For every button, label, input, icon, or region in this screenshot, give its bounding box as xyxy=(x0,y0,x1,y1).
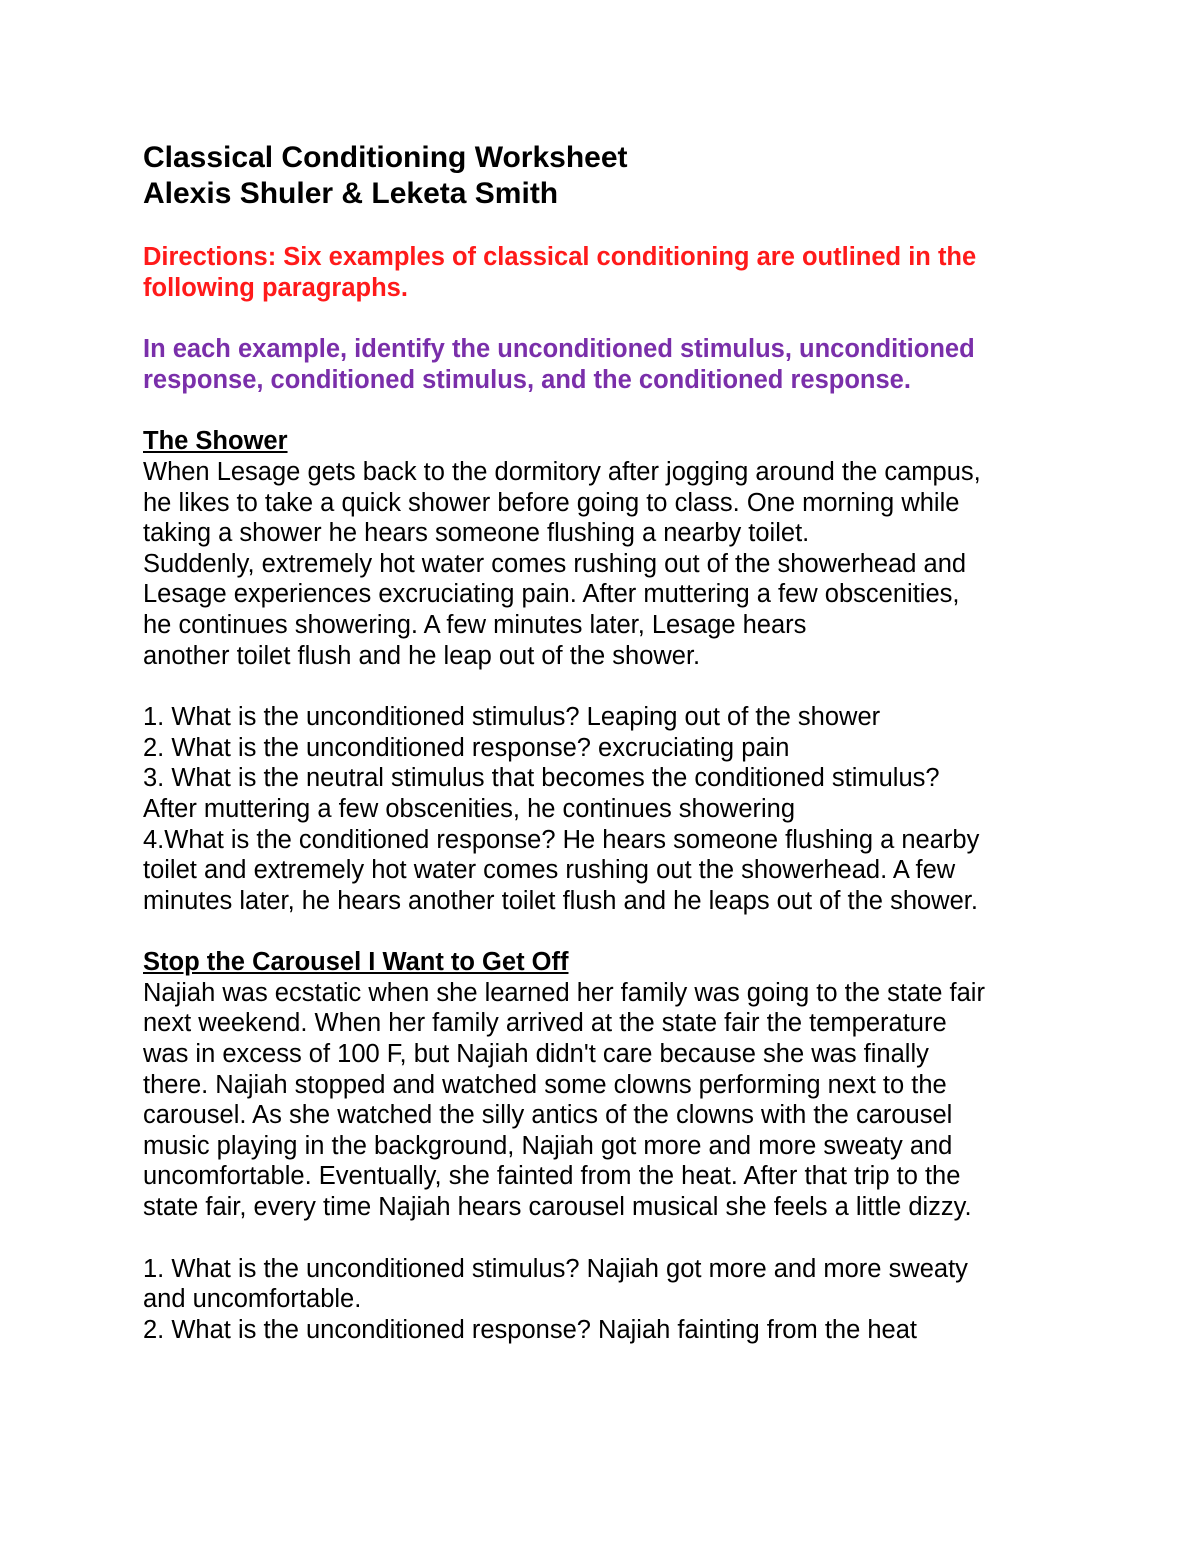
directions-text xyxy=(143,242,1063,303)
paragraph-line: carousel. As she watched the silly antics of the clowns with the carousel xyxy=(143,1101,953,1130)
instructions-line: response, conditioned stimulus, and the conditioned response. xyxy=(143,365,911,394)
paragraph-line: next weekend. When her family arrived at the state fair the temperature xyxy=(143,1009,947,1038)
directions-line: Directions: Six examples of classical conditioning are outlined in the xyxy=(143,243,977,271)
qa-line: 1. What is the unconditioned stimulus? Leaping out of the shower xyxy=(143,703,881,732)
qa-line: and uncomfortable. xyxy=(143,1285,362,1314)
qa-line: 2. What is the unconditioned response? Najiah fainting from the heat xyxy=(143,1315,917,1344)
paragraph-line: taking a shower he hears someone flushing a nearby toilet. xyxy=(143,519,810,548)
question-answer-list-carousel xyxy=(143,1254,1063,1346)
paragraph-line: he continues showering. A few minutes later, Lesage hears xyxy=(143,610,807,639)
section-heading-carousel: Stop the Carousel I Want to Get Off xyxy=(143,948,569,977)
spacer xyxy=(143,1223,1063,1254)
qa-line: minutes later, he hears another toilet flush and he leaps out of the shower. xyxy=(143,886,978,915)
paragraph-line: Suddenly, extremely hot water comes rushing out of the showerhead and xyxy=(143,549,967,578)
section-heading-shower: The Shower xyxy=(143,427,288,456)
qa-line: 3. What is the neutral stimulus that becomes the conditioned stimulus? xyxy=(143,764,940,793)
worksheet-page xyxy=(143,140,1063,1345)
qa-line: toilet and extremely hot water comes rushing out the showerhead. A few xyxy=(143,856,956,885)
worksheet-authors: Alexis Shuler & Leketa Smith xyxy=(143,177,559,210)
section-paragraph-carousel xyxy=(143,978,1063,1223)
worksheet-title: Classical Conditioning Worksheet xyxy=(143,141,628,174)
instructions-text xyxy=(143,334,1063,395)
paragraph-line: When Lesage gets back to the dormitory after jogging around the campus, xyxy=(143,457,981,486)
directions-line: following paragraphs. xyxy=(143,273,408,302)
question-answer-list-shower xyxy=(143,702,1063,916)
paragraph-line: Najiah was ecstatic when she learned her family was going to the state fair xyxy=(143,978,985,1007)
qa-line: 4.What is the conditioned response? He hears someone flushing a nearby xyxy=(143,825,980,854)
paragraph-line: music playing in the background, Najiah got more and more sweaty and xyxy=(143,1131,953,1160)
spacer xyxy=(143,395,1063,426)
spacer xyxy=(143,671,1063,702)
paragraph-line: there. Najiah stopped and watched some clowns performing next to the xyxy=(143,1070,947,1099)
spacer xyxy=(143,916,1063,947)
instructions-line: In each example, identify the unconditioned stimulus, unconditioned xyxy=(143,335,975,364)
paragraph-line: another toilet flush and he leap out of the shower. xyxy=(143,641,701,670)
paragraph-line: state fair, every time Najiah hears carousel musical she feels a little dizzy. xyxy=(143,1193,972,1222)
qa-line: 1. What is the unconditioned stimulus? Najiah got more and more sweaty xyxy=(143,1254,968,1283)
spacer xyxy=(143,212,1063,242)
paragraph-line: he likes to take a quick shower before going to class. One morning while xyxy=(143,488,960,517)
section-paragraph-shower xyxy=(143,457,1063,671)
paragraph-line: was in excess of 100 F, but Najiah didn't care because she was finally xyxy=(143,1040,929,1069)
qa-line: 2. What is the unconditioned response? excruciating pain xyxy=(143,733,790,762)
paragraph-line: uncomfortable. Eventually, she fainted from the heat. After that trip to the xyxy=(143,1162,961,1191)
qa-line: After muttering a few obscenities, he continues showering xyxy=(143,794,796,823)
paragraph-line: Lesage experiences excruciating pain. After muttering a few obscenities, xyxy=(143,580,960,609)
spacer xyxy=(143,303,1063,334)
